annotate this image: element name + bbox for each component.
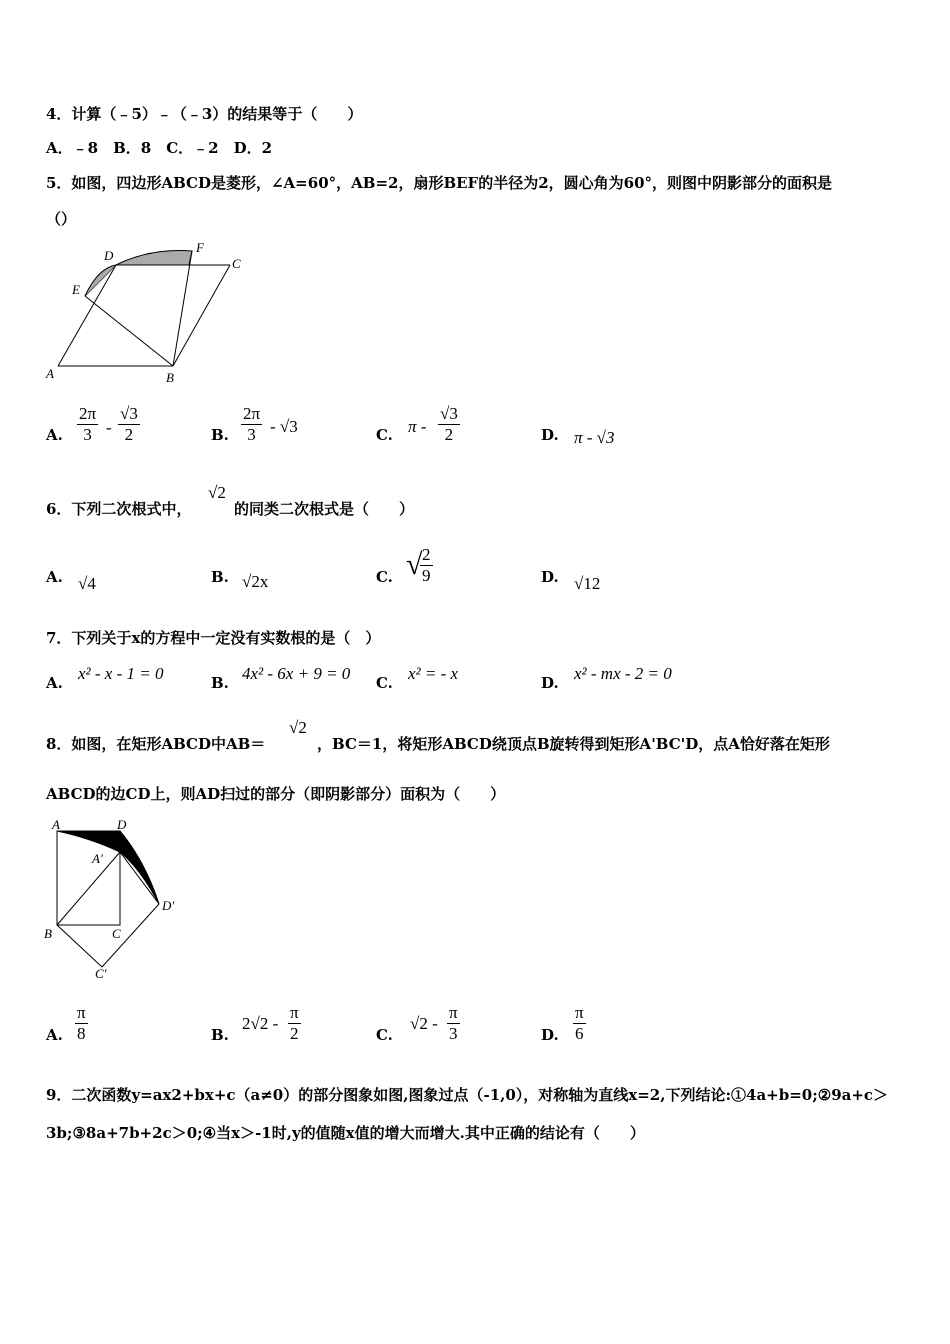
q5-label-F: F [196,240,204,255]
q5-option-b-frac: $\frac{2\pi}{3}$ [243,404,261,444]
q6-option-d-label: D. [541,568,559,586]
q8-option-a-frac: $\frac{\pi}{8}$ [77,1003,86,1043]
q8-option-b-label: B. [211,1026,229,1044]
q5-stem: 5．如图，四边形ABCD是菱形，∠A=60°，AB=2，扇形BEF的半径为2，圆心角为60°，则图中阴影部分的面积是 [46,174,833,192]
q5-label-D: D [104,248,114,263]
q8-shaded-region [57,831,159,904]
q6-stem-pre: 6．下列二次根式中， [46,500,192,518]
q6-stem-post: 的同类二次根式是（ ） [234,500,415,518]
q6-option-c-radical-sign: √ [406,548,423,581]
q7-option-c-label: C. [376,674,393,692]
q8-stem-pre: 8．如图，在矩形ABCD中AB＝ [46,735,266,753]
q8-label-A: A [52,817,60,832]
q7-stem: 7．下列关于x的方程中一定没有实数根的是（ ） [46,629,381,647]
q5-option-c-label: C. [376,426,393,444]
q9-stem-cont: 3b;③8a+7b+2c＞0;④当x＞-1时,y的值随x值的增大而增大.其中正确的结论有（ ） [46,1124,645,1142]
q4-stem: 4．计算（﹣5）﹣（﹣3）的结果等于（ ） [46,105,363,123]
q8-label-B: B [44,926,52,941]
q7-option-a: x² - x - 1 = 0 [78,664,164,683]
q8-option-b-frac: $\frac{\pi}{2}$ [290,1003,299,1043]
q5-label-E: E [72,282,80,297]
q7-option-d-label: D. [541,674,559,692]
q8-figure [40,816,190,986]
q6-option-a-label: A. [46,568,63,586]
q5-shaded-region [116,251,192,265]
q5-label-A: A [46,366,54,381]
q5-option-a-minus: - [106,418,112,437]
q6-option-b: √2x [242,572,269,591]
q8-option-b-pre: 2√2 - [242,1014,279,1033]
q8-label-D: D [117,817,127,832]
q5-option-d-expr: π - √3 [574,428,615,447]
q8-label-C-prime: C' [95,966,107,981]
q7-option-b: 4x² - 6x + 9 = 0 [242,664,351,683]
q7-option-a-label: A. [46,674,63,692]
q5-option-c-pi: π - [408,417,427,436]
q8-option-c-label: C. [376,1026,393,1044]
q8-option-c-frac: $\frac{\pi}{3}$ [449,1003,458,1043]
q8-label-D-prime: D' [162,898,175,913]
q8-option-a-label: A. [46,1026,63,1044]
q4-options: A．﹣8 B．8 C．﹣2 D．2 [46,139,273,157]
q6-stem-radical: √2 [208,483,226,502]
q5-option-a-frac2: $\frac{√3}{2}$ [120,404,138,444]
q5-option-b-rest: - √3 [270,417,298,436]
q8-stem-radical: √2 [289,718,307,737]
q8-stem-post: ，BC＝1，将矩形ABCD绕顶点B旋转得到矩形A'BC'D，点A恰好落在矩形 [317,735,830,753]
q8-option-d-label: D. [541,1026,559,1044]
q6-option-a: √4 [78,574,96,593]
q5-label-B: B [166,370,174,385]
q9-stem: 9．二次函数y=ax2+bx+c（a≠0）的部分图象如图,图象过点（-1,0），对称轴为直线x=2,下列结论:①4a+b=0;②9a+c＞ [46,1086,889,1104]
q5-option-a-label: A. [46,426,63,444]
q5-option-a-frac1: $\frac{2\pi}{3}$ [79,404,97,444]
q6-option-b-label: B. [211,568,229,586]
q8-label-A-prime: A' [92,851,103,866]
q5-option-b-label: B. [211,426,229,444]
q7-option-d: x² - mx - 2 = 0 [574,664,672,683]
q5-stem-cont: （） [46,210,77,228]
q8-label-C: C [112,926,121,941]
q5-option-c-frac: $\frac{√3}{2}$ [440,404,458,444]
q5-label-C: C [232,256,241,271]
q8-stem-line2: ABCD的边CD上，则AD扫过的部分（即阴影部分）面积为（ ） [46,785,506,803]
q7-option-b-label: B. [211,674,229,692]
q5-option-d-label: D. [541,426,559,444]
q6-option-c-frac: $\frac{2}{9}$ [422,545,431,585]
q8-option-c-pre: √2 - [410,1014,438,1033]
q6-option-c-label: C. [376,568,393,586]
q6-option-d: √12 [574,574,601,593]
q5-figure [40,238,260,388]
q7-option-c: x² = - x [408,664,459,683]
q8-option-d-frac: $\frac{\pi}{6}$ [575,1003,584,1043]
